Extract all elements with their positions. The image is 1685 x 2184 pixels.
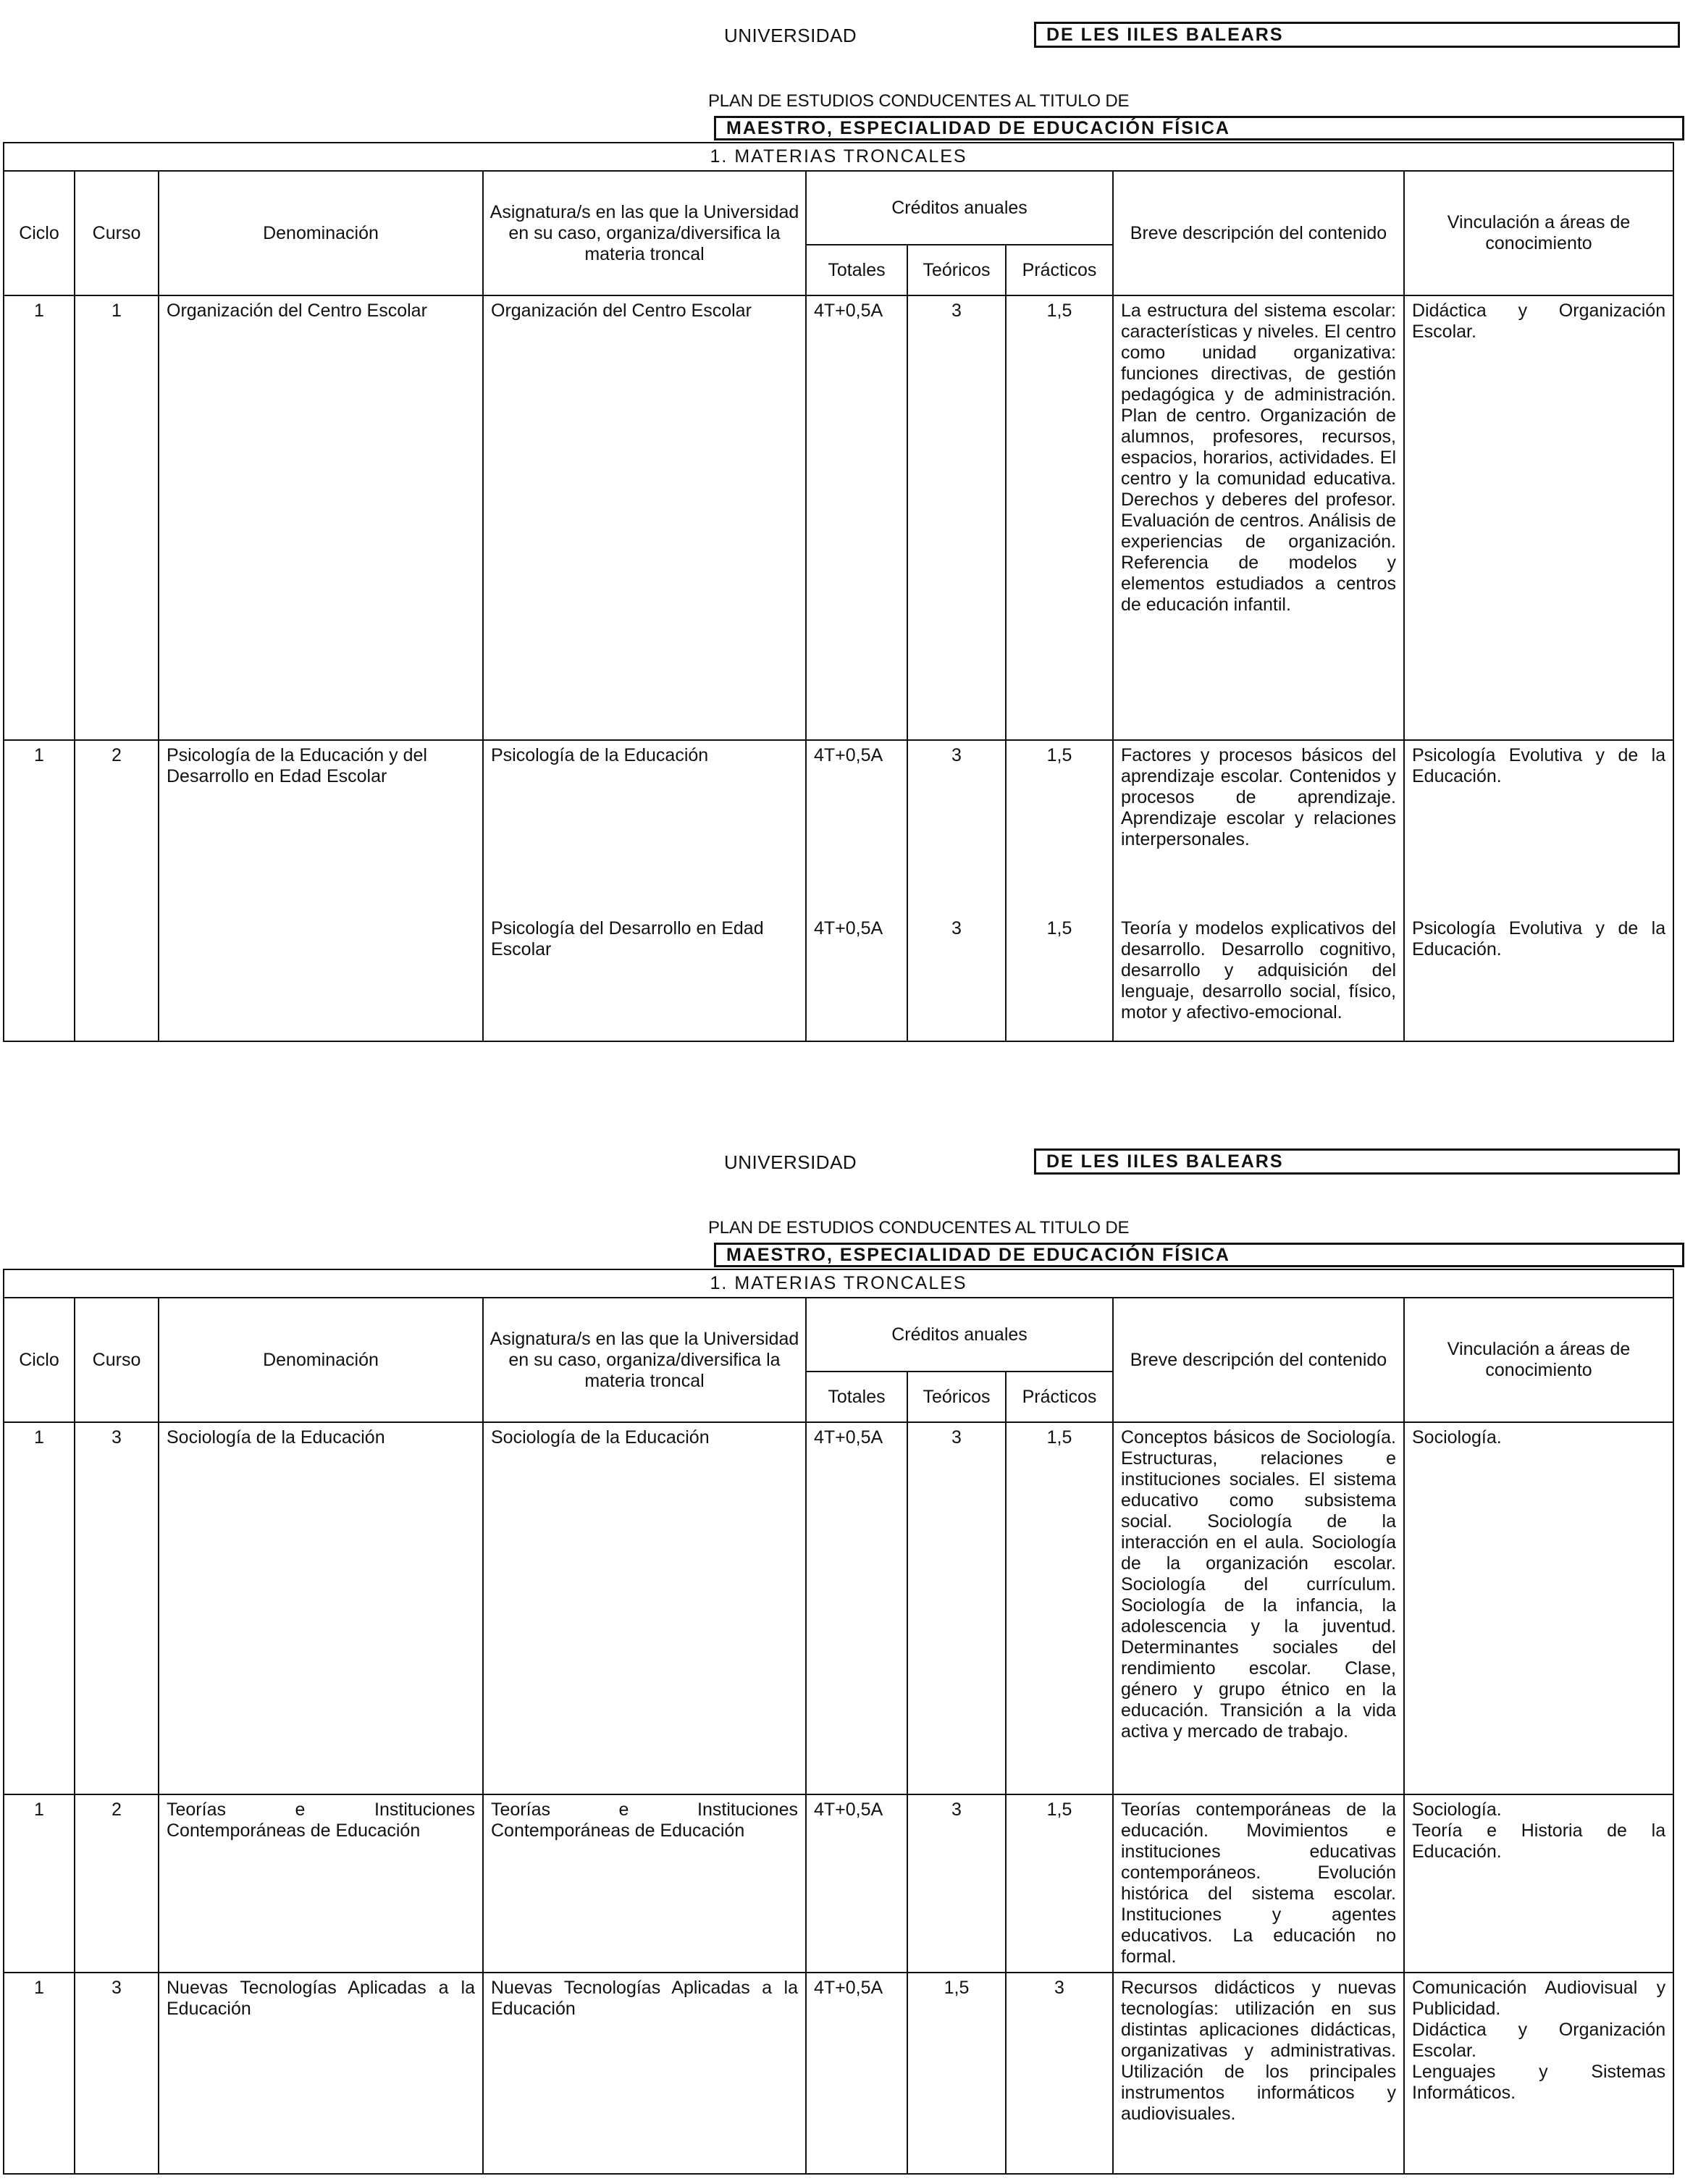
cell-denominacion: Sociología de la Educación — [159, 1422, 483, 1794]
section-header-row — [4, 143, 1673, 171]
cell-teoricos: 3 — [907, 740, 1006, 914]
cell-vinculacion: Psicología Evolutiva y de la Educación. — [1404, 914, 1673, 1041]
header-descripcion: Breve descripción del contenido — [1113, 1298, 1404, 1422]
cell-asignatura: Psicología de la Educación — [483, 740, 806, 914]
cell-teoricos: 3 — [907, 1794, 1006, 1973]
header-teoricos: Teóricos — [907, 245, 1006, 295]
university-name-box: DE LES IILES BALEARS — [1034, 1148, 1680, 1175]
cell-denominacion: Psicología de la Educación y del Desarrollo en Edad Escolar — [159, 740, 483, 1041]
section-title: 1. MATERIAS TRONCALES — [4, 143, 1673, 171]
cell-teoricos: 3 — [907, 1422, 1006, 1794]
section-title: 1. MATERIAS TRONCALES — [4, 1269, 1673, 1298]
cell-curso: 3 — [75, 1973, 159, 2174]
header-teoricos: Teóricos — [907, 1372, 1006, 1422]
cell-asignatura: Sociología de la Educación — [483, 1422, 806, 1794]
plan-label: PLAN DE ESTUDIOS CONDUCENTES AL TITULO DE — [708, 1218, 1130, 1238]
header-denominacion: Denominación — [159, 171, 483, 295]
header-vinculacion: Vinculación a áreas de conocimiento — [1404, 171, 1673, 295]
cell-ciclo: 1 — [4, 1422, 75, 1794]
header-creditos: Créditos anuales — [806, 1298, 1113, 1372]
header-asignaturas: Asignatura/s en las que la Universidad en su caso, organiza/diversifica la materia troncal — [483, 1298, 806, 1422]
cell-totales: 4T+0,5A — [806, 740, 907, 914]
column-header-row — [4, 171, 1673, 245]
header-ciclo: Ciclo — [4, 1298, 75, 1422]
cell-vinculacion: Sociología. Teoría e Historia de la Educación. — [1404, 1794, 1673, 1973]
cell-asignatura: Organización del Centro Escolar — [483, 295, 806, 740]
cell-ciclo: 1 — [4, 740, 75, 1041]
header-vinculacion: Vinculación a áreas de conocimiento — [1404, 1298, 1673, 1422]
table-row — [4, 1422, 1673, 1794]
cell-practicos: 1,5 — [1006, 1422, 1113, 1794]
cell-teoricos: 3 — [907, 914, 1006, 1041]
cell-curso: 2 — [75, 740, 159, 1041]
cell-teoricos: 1,5 — [907, 1973, 1006, 2174]
university-name-box: DE LES IILES BALEARS — [1034, 22, 1680, 48]
cell-asignatura: Nuevas Tecnologías Aplicadas a la Educación — [483, 1973, 806, 2174]
header-ciclo: Ciclo — [4, 171, 75, 295]
cell-ciclo: 1 — [4, 1973, 75, 2174]
cell-curso: 2 — [75, 1794, 159, 1973]
header-descripcion: Breve descripción del contenido — [1113, 171, 1404, 295]
table-row — [4, 1973, 1673, 2174]
header-totales: Totales — [806, 245, 907, 295]
plan-label: PLAN DE ESTUDIOS CONDUCENTES AL TITULO DE — [708, 91, 1130, 111]
section-header-row — [4, 1269, 1673, 1298]
cell-vinculacion: Didáctica y Organización Escolar. — [1404, 295, 1673, 740]
cell-practicos: 1,5 — [1006, 914, 1113, 1041]
header-totales: Totales — [806, 1372, 907, 1422]
university-row — [0, 1151, 1685, 1180]
cell-descripcion: La estructura del sistema escolar: características y niveles. El centro como unidad organizativa: funciones directivas, de gestión pedagógica y de administración. Plan de centro. Organización de alumnos, profesores, recursos, espacios, horarios, actividades. El centro y la comunidad educativa. Derechos y deberes del profesor. Evaluación de centros. Análisis de experiencias de organización. Referencia de modelos y elementos estudiados a centros de educación infantil. — [1113, 295, 1404, 740]
header-denominacion: Denominación — [159, 1298, 483, 1422]
cell-ciclo: 1 — [4, 1794, 75, 1973]
cell-practicos: 3 — [1006, 1973, 1113, 2174]
cell-totales: 4T+0,5A — [806, 1422, 907, 1794]
cell-curso: 1 — [75, 295, 159, 740]
cell-teoricos: 3 — [907, 295, 1006, 740]
header-curso: Curso — [75, 1298, 159, 1422]
cell-denominacion: Organización del Centro Escolar — [159, 295, 483, 740]
degree-title-box: MAESTRO, ESPECIALIDAD DE EDUCACIÓN FÍSICA — [714, 1243, 1684, 1267]
cell-denominacion: Teorías e Instituciones Contemporáneas de Educación — [159, 1794, 483, 1973]
university-label: UNIVERSIDAD — [724, 25, 857, 46]
cell-asignatura: Teorías e Instituciones Contemporáneas de Educación — [483, 1794, 806, 1973]
cell-practicos: 1,5 — [1006, 740, 1113, 914]
cell-practicos: 1,5 — [1006, 1794, 1113, 1973]
table-row — [4, 1794, 1673, 1973]
cell-descripcion: Teorías contemporáneas de la educación. Movimientos e instituciones educativas contemporáneos. Evolución histórica del sistema escolar. Instituciones y agentes educativos. La educación no formal. — [1113, 1794, 1404, 1973]
cell-asignatura: Psicología del Desarrollo en Edad Escolar — [483, 914, 806, 1041]
cell-practicos: 1,5 — [1006, 295, 1113, 740]
cell-curso: 3 — [75, 1422, 159, 1794]
cell-vinculacion: Comunicación Audiovisual y Publicidad. Didáctica y Organización Escolar. Lenguajes y Sistemas Informáticos. — [1404, 1973, 1673, 2174]
subjects-table — [3, 1269, 1674, 2175]
degree-title-box: MAESTRO, ESPECIALIDAD DE EDUCACIÓN FÍSICA — [714, 116, 1684, 140]
cell-totales: 4T+0,5A — [806, 1973, 907, 2174]
cell-totales: 4T+0,5A — [806, 295, 907, 740]
table-row — [4, 295, 1673, 740]
subjects-table — [3, 142, 1674, 1042]
cell-denominacion: Nuevas Tecnologías Aplicadas a la Educación — [159, 1973, 483, 2174]
header-creditos: Créditos anuales — [806, 171, 1113, 245]
header-curso: Curso — [75, 171, 159, 295]
cell-totales: 4T+0,5A — [806, 1794, 907, 1973]
cell-totales: 4T+0,5A — [806, 914, 907, 1041]
header-practicos: Prácticos — [1006, 1372, 1113, 1422]
cell-ciclo: 1 — [4, 295, 75, 740]
university-row — [0, 25, 1685, 54]
column-header-row — [4, 1298, 1673, 1372]
university-label: UNIVERSIDAD — [724, 1151, 857, 1173]
cell-descripcion: Factores y procesos básicos del aprendizaje escolar. Contenidos y procesos de aprendizaje. Aprendizaje escolar y relaciones interpersonales. — [1113, 740, 1404, 914]
table-row — [4, 740, 1673, 914]
header-asignaturas: Asignatura/s en las que la Universidad en su caso, organiza/diversifica la materia troncal — [483, 171, 806, 295]
header-practicos: Prácticos — [1006, 245, 1113, 295]
cell-descripcion: Teoría y modelos explicativos del desarrollo. Desarrollo cognitivo, desarrollo y adquisición del lenguaje, desarrollo social, físico, motor y afectivo-emocional. — [1113, 914, 1404, 1041]
cell-vinculacion: Sociología. — [1404, 1422, 1673, 1794]
cell-descripcion: Recursos didácticos y nuevas tecnologías: utilización en sus distintas aplicaciones didácticas, organizativas y administrativas. Utilización de los principales instrumentos informáticos y audiovisuales. — [1113, 1973, 1404, 2174]
cell-vinculacion: Psicología Evolutiva y de la Educación. — [1404, 740, 1673, 914]
cell-descripcion: Conceptos básicos de Sociología. Estructuras, relaciones e instituciones sociales. El sistema educativo como subsistema social. Sociología de la interacción en el aula. Sociología de la organización escolar. Sociología del currículum. Sociología de la infancia, la adolescencia y la juventud. Determinantes sociales del rendimiento escolar. Clase, género y grupo étnico en la educación. Transición a la vida activa y mercado de trabajo. — [1113, 1422, 1404, 1794]
